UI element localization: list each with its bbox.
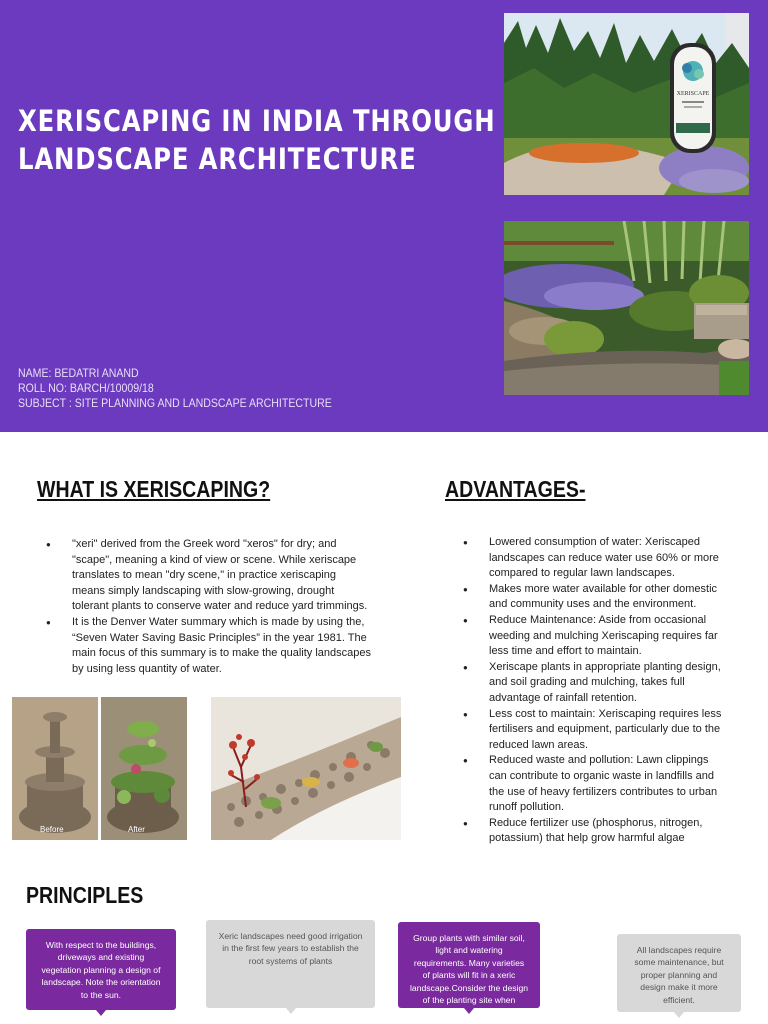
advantages-heading: ADVANTAGES- <box>445 476 586 502</box>
principle-card <box>26 929 176 1010</box>
page-title-line-2: LANDSCAPE ARCHITECTURE <box>18 142 417 176</box>
before-label: Before <box>40 825 64 834</box>
roll-number: ROLL NO: BARCH/10009/18 <box>18 381 154 395</box>
principle-text: All landscapes require some maintenance, but proper planning and design make it more efficient. <box>634 945 724 1005</box>
list-item: ● Xeriscape plants in appropriate planting design, and soil grading and mulching, takes full advantage of rainfall retention. <box>489 660 729 707</box>
principles-heading: PRINCIPLES <box>26 882 144 908</box>
xeriscape-garden-sign-photo <box>504 13 749 195</box>
principle-text: With respect to the buildings, driveways and existing vegetation planning a design of landscape. Note the orientation to the sun. <box>41 940 161 1000</box>
list-item: ● Makes more water available for other domestic and community uses and the environment. <box>489 582 729 613</box>
principle-text: Group plants with similar soil, light and watering requirements. Many varieties of plants will fit in a xeric landscape.Consider the design of the planting site when choosing plants. <box>410 933 529 1018</box>
rock-garden-photo <box>211 697 401 840</box>
what-is-heading: WHAT IS XERISCAPING? <box>37 476 271 502</box>
fountain-before-after-photo <box>12 697 187 840</box>
terraced-garden-photo <box>504 221 749 395</box>
list-item: ● Less cost to maintain: Xeriscaping requires less fertilisers and equipment, particularly due to the reduced lawn areas. <box>489 707 729 754</box>
author-details <box>18 366 332 411</box>
principle-card <box>398 922 540 1018</box>
page-title-line-1: XERISCAPING IN INDIA THROUGH <box>18 104 496 138</box>
list-item: ● Reduce fertilizer use (phosphorus, nitrogen, potassium) that help grow harmful algae <box>489 816 729 847</box>
principle-card <box>206 920 375 1008</box>
list-item: ● Reduced waste and pollution: Lawn clippings can contribute to organic waste in landfills and the use of heavy fertilizers contributes to urban runoff pollution. <box>489 753 729 815</box>
subject: SUBJECT : SITE PLANNING AND LANDSCAPE ARCHITECTURE <box>18 396 332 410</box>
title-banner <box>0 0 768 432</box>
principle-text: Xeric landscapes need good irrigation in the first few years to establish the root systems of plants <box>218 931 363 966</box>
list-item: ● Lowered consumption of water: Xeriscaped landscapes can reduce water use 60% or more compared to regular lawn landscapes. <box>489 535 729 582</box>
advantages-list <box>489 535 729 847</box>
list-item: ● It is the Denver Water summary which is made by using the, “Seven Water Saving Basic Principles” in the year 1981. The main focus of this summary is to make the quality landscapes by using less quantity of water. <box>72 615 372 677</box>
page-title <box>18 102 496 178</box>
principle-card <box>617 934 741 1012</box>
sign-text: XERISCAPE <box>676 91 710 97</box>
list-item: ● "xeri" derived from the Greek word "xeros" for dry; and "scape", meaning a kind of view or scene. While xeriscape translates to mean "dry scene," in practice xeriscaping means simply landscaping with slow-growing, drought tolerant plants to conserve water and reduce yard trimmings. <box>72 537 372 615</box>
after-label: After <box>128 825 145 834</box>
list-item: ● Reduce Maintenance: Aside from occasional weeding and mulching Xeriscaping requires far less time and effort to maintain. <box>489 613 729 660</box>
what-is-list <box>72 537 372 677</box>
author-name: NAME: BEDATRI ANAND <box>18 366 139 380</box>
